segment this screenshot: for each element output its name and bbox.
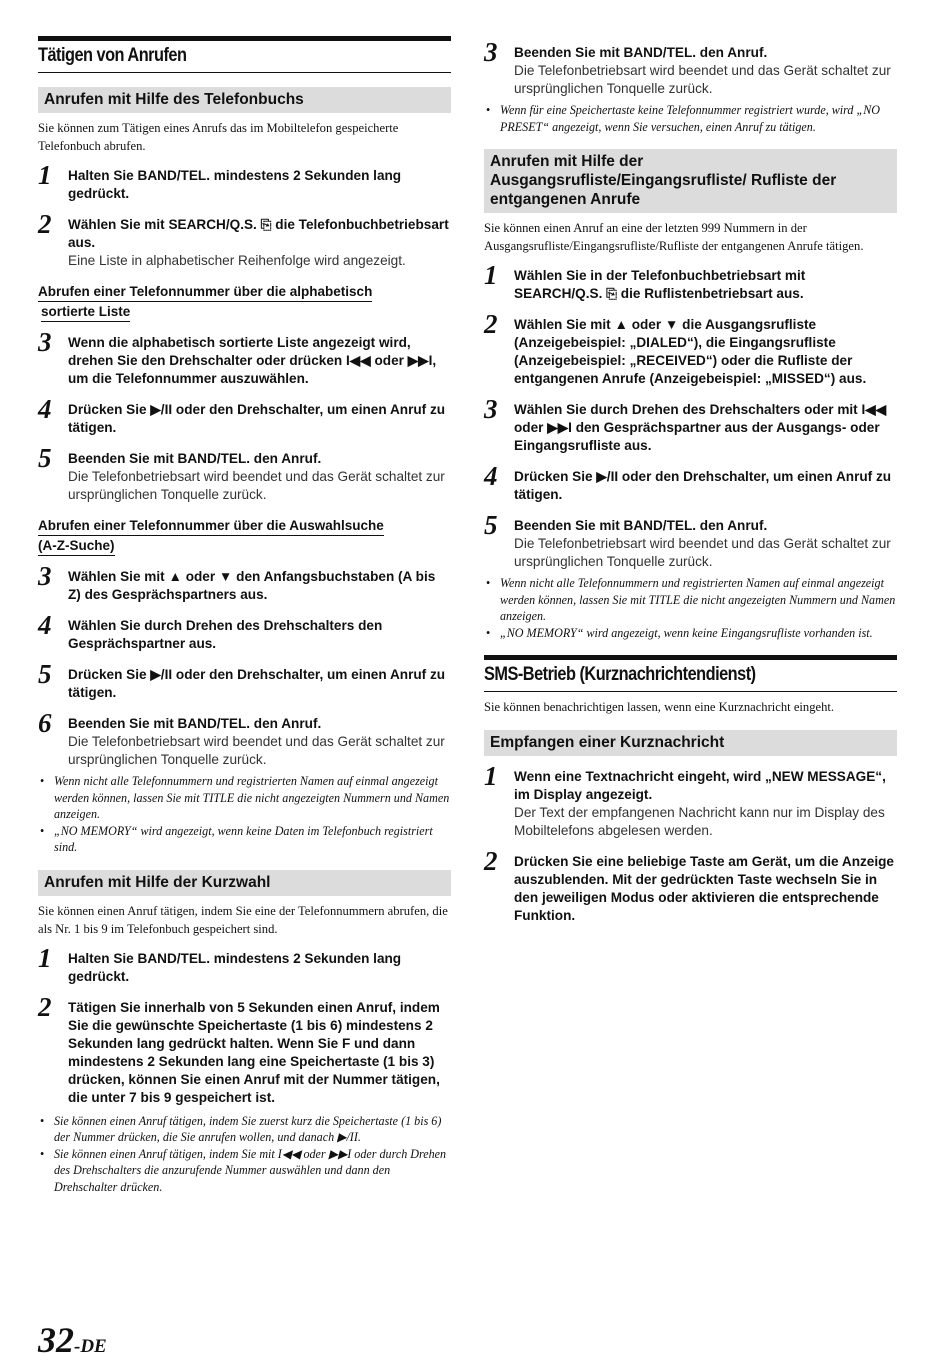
step: 1 Wenn eine Textnachricht eingeht, wird „NEW MESSAGE“, im Display angezeigt. Der Text der empfangenen Nachricht kann nur im Display des Mobiltelefons abgelesen werden. <box>484 761 886 838</box>
step: 5 Drücken Sie ▶/II oder den Drehschalter, um einen Anruf zu tätigen. <box>38 659 446 700</box>
step: 2 Wählen Sie mit ▲ oder ▼ die Ausgangsrufliste (Anzeigebeispiel: „DIALED“), die Eingangsrufliste (Anzeigebeispiel: „RECEIVED“) oder die Rufliste der entgangenen Anrufe (Anzeigebeispiel: „MISSED“) aus. <box>484 309 867 386</box>
intro-call-lists: Sie können einen Anruf an eine der letzten 999 Nummern in der Ausgangsrufliste/Eingangsrufliste/Rufliste der entgangenen Anrufe tätigen. <box>484 221 864 253</box>
note-item: • Wenn für eine Speichertaste keine Telefonnummer registriert wurde, wird „NO PRESET“ angezeigt, wenn Sie versuchen, einen Anruf zu tätigen. <box>500 102 897 135</box>
step: 5 Beenden Sie mit BAND/TEL. den Anruf. Die Telefonbetriebsart wird beendet und das Gerät schaltet zur ursprünglichen Tonquelle zurück. <box>484 510 891 569</box>
note-item: • Wenn nicht alle Telefonnummern und registrierten Namen auf einmal angezeigt werden können, lassen Sie mit TITLE die nicht angezeigten Nummern und Namen anzeigen. <box>54 773 451 823</box>
step: 5 Beenden Sie mit BAND/TEL. den Anruf. Die Telefonbetriebsart wird beendet und das Gerät schaltet zur ursprünglichen Tonquelle zurück. <box>38 443 445 502</box>
subheading-alphabetical: Abrufen einer Telefonnummer über die alphabetisch sortierte Liste <box>38 282 451 322</box>
step: 3 Wählen Sie durch Drehen des Drehschalters oder mit I◀◀ oder ▶▶I den Gesprächspartner aus der Ausgangs- oder Eingangsrufliste aus. <box>484 394 887 453</box>
subheading-call-lists: Anrufen mit Hilfe der Ausgangsrufliste/Eingangsrufliste/ Rufliste der entgangenen Anrufe <box>484 149 897 213</box>
step: 3 Wählen Sie mit ▲ oder ▼ den Anfangsbuchstaben (A bis Z) des Gesprächspartners aus. <box>38 561 436 602</box>
step: 4 Drücken Sie ▶/II oder den Drehschalter, um einen Anruf zu tätigen. <box>38 394 446 435</box>
notes-list <box>38 773 451 856</box>
step: 1 Wählen Sie in der Telefonbuchbetriebsart mit SEARCH/Q.S. ⎘ die Ruflistenbetriebsart aus. <box>484 260 806 301</box>
notes-list <box>38 1113 451 1196</box>
step: 2 Wählen Sie mit SEARCH/Q.S. ⎘ die Telefonbuchbetriebsart aus. Eine Liste in alphabetischer Reihenfolge wird angezeigt. <box>38 209 449 268</box>
left-column <box>38 36 451 1195</box>
note-item: • Sie können einen Anruf tätigen, indem Sie mit I◀◀ oder ▶▶I oder durch Drehen des Drehschalters die anzurufende Nummer auswählen und dann den Drehschalter drücken. <box>54 1146 451 1196</box>
step: 4 Drücken Sie ▶/II oder den Drehschalter, um einen Anruf zu tätigen. <box>484 461 892 502</box>
step: 4 Wählen Sie durch Drehen des Drehschalters den Gesprächspartner aus. <box>38 610 383 651</box>
notes-list <box>484 575 897 641</box>
page-number: 32-DE <box>38 1320 107 1360</box>
step: 3 Beenden Sie mit BAND/TEL. den Anruf. Die Telefonbetriebsart wird beendet und das Gerät schaltet zur ursprünglichen Tonquelle zurück. <box>484 37 891 96</box>
note-item: • „NO MEMORY“ wird angezeigt, wenn keine Eingangsrufliste vorhanden ist. <box>500 625 897 642</box>
step: 3 Wenn die alphabetisch sortierte Liste angezeigt wird, drehen Sie den Drehschalter oder drücken I◀◀ oder ▶▶I, um die Telefonnummer auszuwählen. <box>38 327 437 386</box>
note-item: • Sie können einen Anruf tätigen, indem Sie zuerst kurz die Speichertaste (1 bis 6) der Nummer drücken, die Sie anrufen wollen, und danach ▶/II. <box>54 1113 451 1146</box>
intro-sms: Sie können benachrichtigen lassen, wenn eine Kurznachricht eingeht. <box>484 700 835 714</box>
note-item: • „NO MEMORY“ wird angezeigt, wenn keine Daten im Telefonbuch registriert sind. <box>54 823 451 856</box>
step: 1 Halten Sie BAND/TEL. mindestens 2 Sekunden lang gedrückt. <box>38 160 402 201</box>
step: 1 Halten Sie BAND/TEL. mindestens 2 Sekunden lang gedrückt. <box>38 942 402 984</box>
intro-phonebook: Sie können zum Tätigen eines Anrufs das im Mobiltelefon gespeicherte Telefonbuch abrufen. <box>38 121 399 153</box>
step: 2 Drücken Sie eine beliebige Taste am Gerät, um die Anzeige auszublenden. Mit der gedrückten Taste wechseln Sie in den jeweiligen Modus oder aktivieren die entsprechende Funktion. <box>484 846 894 923</box>
subheading-receive-sms: Empfangen einer Kurznachricht <box>484 730 897 756</box>
step: 2 Tätigen Sie innerhalb von 5 Sekunden einen Anruf, indem Sie die gewünschte Speichertaste (1 bis 6) mindestens 2 Sekunden lang gedrückt halten. Wenn Sie F und dann mindestens 2 Sekunden lang eine Speichertaste (1 bis 3) drücken, können Sie einen Anruf mit der Nummer tätigen, die unter 7 bis 9 gespeichert ist. <box>38 991 440 1105</box>
subheading-speed-dial: Anrufen mit Hilfe der Kurzwahl <box>38 870 451 896</box>
subheading-az-search: Abrufen einer Telefonnummer über die Auswahlsuche (A-Z-Suche) <box>38 516 451 556</box>
subheading-phonebook: Anrufen mit Hilfe des Telefonbuchs <box>38 87 451 113</box>
section-title-calls: Tätigen von Anrufen <box>38 36 451 73</box>
right-column <box>484 36 897 925</box>
intro-speed-dial: Sie können einen Anruf tätigen, indem Sie eine der Telefonnummern abrufen, die als Nr. 1 bis 9 im Telefonbuch gespeichert sind. <box>38 903 448 936</box>
note-item: • Wenn nicht alle Telefonnummern und registrierten Namen auf einmal angezeigt werden können, lassen Sie mit TITLE die nicht angezeigten Nummern und Namen anzeigen. <box>500 575 897 625</box>
notes-list <box>484 102 897 135</box>
section-title-sms: SMS-Betrieb (Kurznachrichtendienst) <box>484 655 897 692</box>
step: 6 Beenden Sie mit BAND/TEL. den Anruf. Die Telefonbetriebsart wird beendet und das Gerät schaltet zur ursprünglichen Tonquelle zurück. <box>38 708 445 767</box>
